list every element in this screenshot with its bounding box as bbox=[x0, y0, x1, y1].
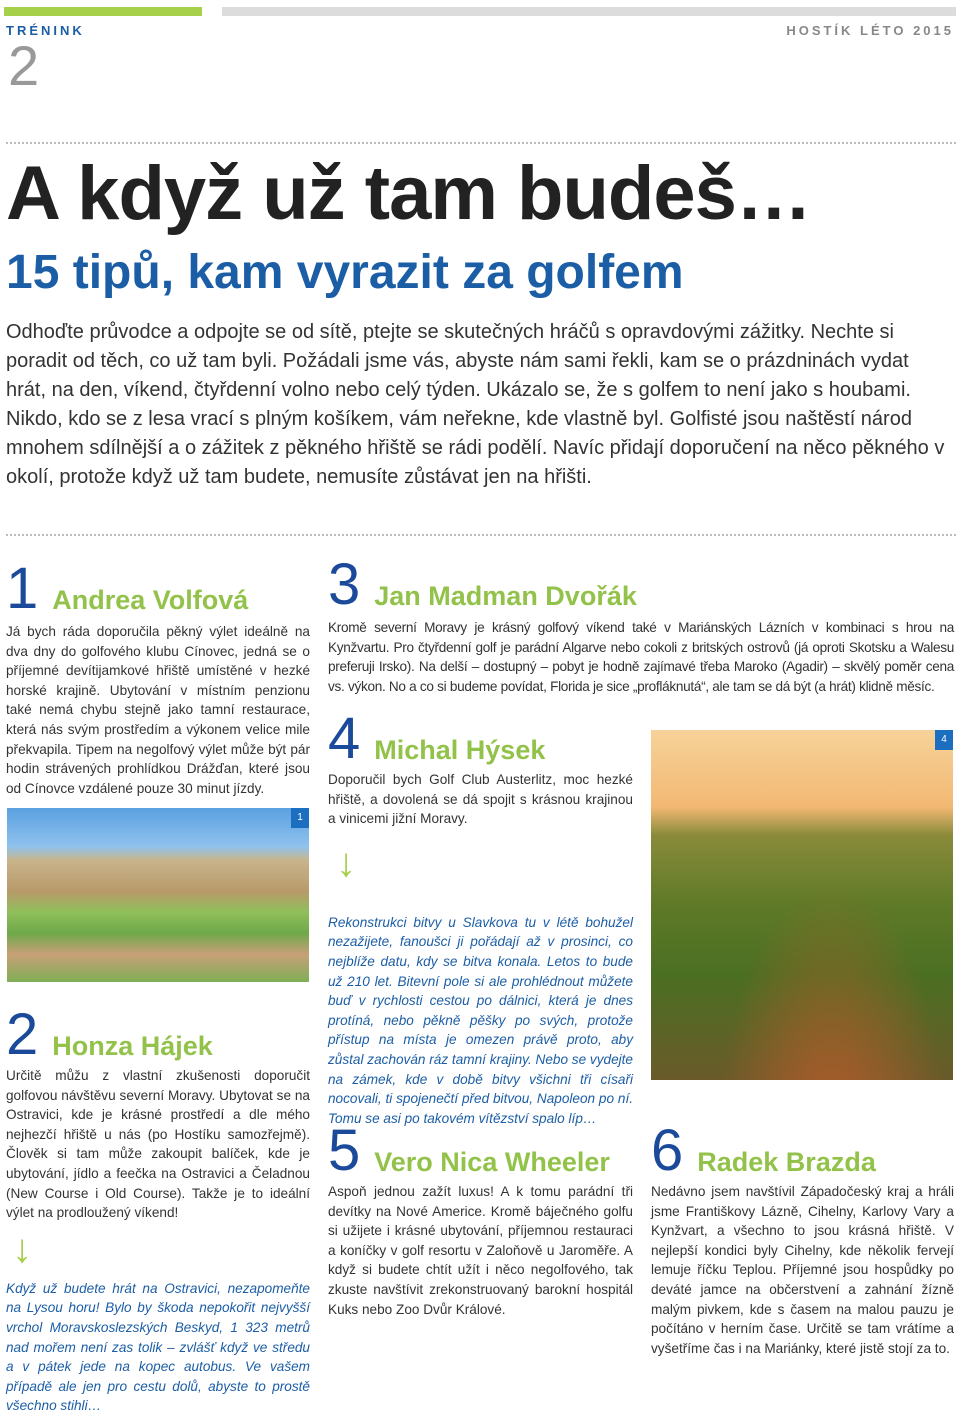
tip-text: Určitě můžu z vlastní zkušenosti doporučit golfovou návštěvu severní Moravy. Ubytovat se na Ostravici, kde je krásné prostředí a dle mého nejhezčí hřiště u nás (po Hostíku samozřejmě). Člověk si tam může zakoupit balíček, kde je ubytování, jídlo a feečka na Ostravici a Čeladnou (New Course i Old Course). Takže je to ideální výlet na prodloužený víkend! bbox=[6, 1068, 310, 1221]
tip-5 bbox=[328, 1118, 633, 1319]
arrow-down-icon: ↓ bbox=[336, 840, 356, 885]
header-bar bbox=[222, 7, 956, 16]
tip-text: Kromě severní Moravy je krásný golfový víkend také v Mariánských Lázních v kombinaci s hrou na Kynžvartu. Pro čtyřdenní golf je parádní Algarve nebo cokoli z britských ostrovů (já oproti Skotsku a Walesu preferuji Irsko). Na delší – dostupný – pobyt je hodně zajímavé třeba Maroko (Agadir) – skvělý poměr cena vs. výkon. No a co si budeme povídat, Florida je sice „profláknutá“, ale tam se dá být (a hrát) klidně měsíc. bbox=[328, 620, 954, 694]
tip-author: Honza Hájek bbox=[52, 1031, 213, 1061]
photo-badge: 4 bbox=[935, 730, 953, 750]
tip-author: Vero Nica Wheeler bbox=[374, 1147, 610, 1177]
tip-author: Andrea Volfová bbox=[52, 585, 249, 615]
section-color-bar bbox=[4, 7, 202, 16]
divider bbox=[6, 142, 956, 144]
tip-number: 6 bbox=[651, 1118, 684, 1183]
tip-extra: Rekonstrukci bitvy u Slavkova tu v létě bohužel nezažijete, fanoušci ji pořádají až v prosinci, co nejblíže datu, kdy se bitva konala. Letos to bude už 210 let. Bitevní pole si ale prohlédnout můžete buď v rychlosti cestou po dálnici, která je dnes protíná, nebo pěkně pěšky po svých, protože přístup na místa je omezen právě proto, aby zůstal zachován ráz tamní krajiny. Nebo se vydejte na zámek, kde v době bitvy všichni tři císaři nocovali, ti spojenečtí před bitvou, Napoleon po ní. Tomu se asi po takovém vítězství spalo líp… bbox=[328, 914, 633, 1126]
section-label: TRÉNINK bbox=[6, 23, 85, 38]
divider bbox=[6, 534, 956, 536]
tip-number: 3 bbox=[328, 552, 361, 617]
tip-3 bbox=[328, 552, 954, 696]
tip-author: Radek Brazda bbox=[697, 1147, 876, 1177]
intro-paragraph: Odhoďte průvodce a odpojte se od sítě, ptejte se skutečných hráčů s opravdovými zážitky. Nechte si poradit od těch, co už tam byli. Požádali jsme vás, abyste nám sami řekli, kam se o prázdninách vydat hrát, na den, víkend, čtyřdenní volno nebo celý týden. Ukázalo se, že s golfem to není jako s houbami. Nikdo, kdo se z lesa vrací s plným košíkem, vám neřekne, kde vlastně byl. Golfisté jsou naštěstí národ mnohem sdílnější a o zážitek z pěkného hřiště se rádi podělí. Navíc přidají doporučení na něco pěkného v okolí, protože když už tam budete, nemusíte zůstávat jen na hřišti. bbox=[6, 321, 945, 488]
tip-number: 4 bbox=[328, 706, 361, 771]
issue-label: HOSTÍK LÉTO 2015 bbox=[786, 23, 954, 38]
tip-number: 5 bbox=[328, 1118, 361, 1183]
tip-text: Já bych ráda doporučila pěkný výlet ideálně na dva dny do golfového klubu Cínovec, jedná se o příjemné devítijamkové hřiště umístěné v hezké horské krajině. Ubytování v místním penzionu také nemá chybu stejně jako tamní restaurace, která nás svým prostředím a výkonem velice mile překvapila. Tipem na negolfový výlet může být pár hodin strávených prohlídkou Drážďan, které jsou od Cínovce vzdálené pouze 30 minut jízdy. bbox=[6, 624, 310, 796]
page-title: A když už tam budeš… bbox=[6, 151, 811, 236]
photo-badge: 1 bbox=[291, 808, 309, 828]
tip-author: Jan Madman Dvořák bbox=[374, 581, 637, 611]
tip-2 bbox=[6, 1002, 310, 1416]
tip-number: 1 bbox=[6, 556, 39, 621]
tip-4 bbox=[328, 706, 633, 1128]
tip-number: 2 bbox=[6, 1002, 39, 1067]
tip-author: Michal Hýsek bbox=[374, 735, 546, 765]
arrow-down-icon: ↓ bbox=[12, 1226, 32, 1271]
tip-1 bbox=[6, 556, 310, 798]
photo-dresden bbox=[7, 808, 309, 982]
tip-text: Aspoň jednou zažít luxus! A k tomu parádní tři devítky na Nové Americe. Kromě báječného golfu si užijete i krásné ubytování, příjemnou restauraci a koníčky v golf resortu v Zaloňově u Jaroměře. A když si budete chtít užít i něco negolfového, tak zkuste navštívit zrekonstruovaný barokní hospitál Kuks nebo Zoo Dvůr Králové. bbox=[328, 1184, 633, 1317]
page-number: 2 bbox=[8, 34, 40, 97]
tip-extra: Když už budete hrát na Ostravici, nezapomeňte na Lysou horu! Bylo by škoda nepokořit nejvyšší vrchol Moravskoslezských Beskyd, 1 323 metrů nad mořem není zas tolik – zvlášť když ve středu a v pátek jede na kopec autobus. Ve vašem případě ale jen pro cestu dolů, abyste to prostě všechno stihli… bbox=[6, 1280, 310, 1414]
tip-6 bbox=[651, 1118, 954, 1358]
tip-text: Nedávno jsem navštívil Západočeský kraj a hráli jsme Františkovy Lázně, Cihelny, Karlovy Vary a Kynžvart, a všechno to jsou krásná hřiště. V nejlepší kondici byly Cihelny, kde několik fervejí lemuje říčku Teplou. Příjemné jsou hospůdky po deváté jamce na občerstvení a zahnání žízně malým pivkem, kde s časem na malou pauzu je počítáno v herním čase. Určitě se tam vrátíme a vyšetříme čas i na Mariánky, které jistě stojí za to. bbox=[651, 1184, 954, 1356]
photo-vineyard bbox=[651, 730, 953, 1080]
page-subtitle: 15 tipů, kam vyrazit za golfem bbox=[6, 246, 684, 299]
tip-text: Doporučil bych Golf Club Austerlitz, moc hezké hřiště, a dovolená se dá spojit s krásnou krajinou a vinicemi jižní Moravy. bbox=[328, 772, 633, 827]
